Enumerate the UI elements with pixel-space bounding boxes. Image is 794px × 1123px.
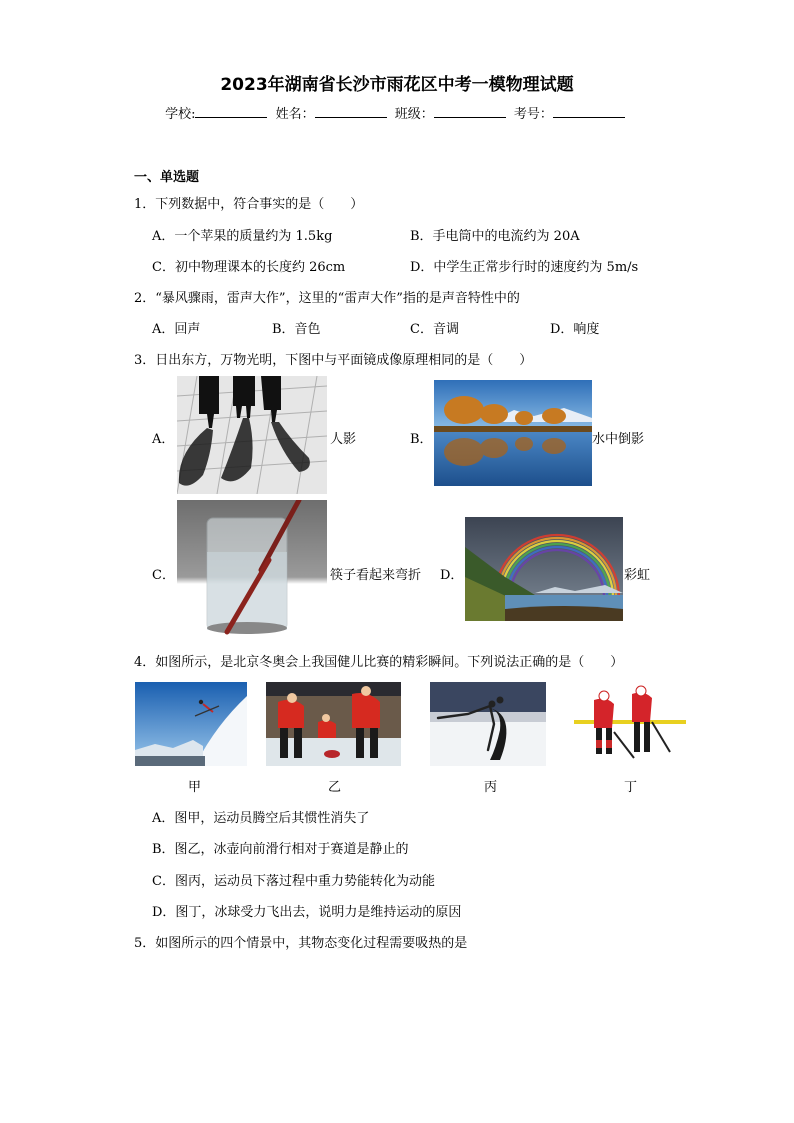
figure-skating-photo <box>430 682 546 766</box>
question-3-option-d-letter: D． <box>440 568 464 583</box>
question-2-option-a: A．回声 <box>152 322 201 337</box>
question-4-option-d: D．图丁，冰球受力飞出去，说明力是维持运动的原因 <box>152 905 462 920</box>
number-label: 考号： <box>513 107 553 122</box>
number-blank <box>553 105 625 118</box>
question-5-stem: 5．如图所示的四个情景中，其物态变化过程需要吸热的是 <box>134 936 468 951</box>
question-2-option-c: C．音调 <box>410 322 459 337</box>
figure-label-ding: 丁 <box>624 780 638 795</box>
question-3-option-b-letter: B． <box>410 432 433 447</box>
question-4-stem: 4．如图所示，是北京冬奥会上我国健儿比赛的精彩瞬间。下列说法正确的是（ ） <box>134 655 624 670</box>
name-blank <box>315 105 387 118</box>
lake-reflection-photo <box>434 380 592 486</box>
ski-jump-photo <box>135 682 247 766</box>
question-4-option-c: C．图丙，运动员下落过程中重力势能转化为动能 <box>152 874 435 889</box>
question-1-option-b: B．手电筒中的电流约为 20A <box>410 229 580 244</box>
student-info-line <box>0 103 794 122</box>
question-3-option-d-caption: 彩虹 <box>624 568 651 583</box>
question-3-option-c-letter: C． <box>152 568 175 583</box>
class-blank <box>434 105 506 118</box>
question-4-option-b: B．图乙，冰壶向前滑行相对于赛道是静止的 <box>152 842 409 857</box>
question-2-option-d: D．响度 <box>550 322 600 337</box>
question-3-option-c-caption: 筷子看起来弯折 <box>330 568 422 583</box>
bent-chopstick-photo <box>177 500 327 640</box>
class-label: 班级： <box>394 107 434 122</box>
name-label: 姓名： <box>275 107 315 122</box>
school-label: 学校: <box>165 107 196 122</box>
question-1-option-c: C．初中物理课本的长度约 26cm <box>152 260 346 275</box>
question-1-option-a: A．一个苹果的质量约为 1.5kg <box>152 229 333 244</box>
question-1-option-d: D．中学生正常步行时的速度约为 5m/s <box>410 260 639 275</box>
question-3-option-a-caption: 人影 <box>330 432 357 447</box>
question-4-option-a: A．图甲，运动员腾空后其惯性消失了 <box>152 811 370 826</box>
curling-photo <box>266 682 401 766</box>
ice-hockey-photo <box>574 682 686 766</box>
figure-label-bing: 丙 <box>484 780 498 795</box>
figure-label-yi: 乙 <box>328 780 342 795</box>
section-title: 一、单选题 <box>134 170 200 185</box>
shadow-photo <box>177 376 327 494</box>
school-blank <box>195 105 267 118</box>
question-1-stem: 1．下列数据中，符合事实的是（ ） <box>134 197 364 212</box>
page-title: 2023年湖南省长沙市雨花区中考一模物理试题 <box>220 75 574 95</box>
question-3-stem: 3．日出东方，万物光明，下图中与平面镜成像原理相同的是（ ） <box>134 353 533 368</box>
rainbow-photo <box>465 517 623 621</box>
question-2-stem: 2．“暴风骤雨，雷声大作”，这里的“雷声大作”指的是声音特性中的 <box>134 291 520 306</box>
figure-label-jia: 甲 <box>188 780 202 795</box>
question-2-option-b: B．音色 <box>272 322 321 337</box>
question-3-option-a-letter: A． <box>152 432 175 447</box>
question-3-option-b-caption: 水中倒影 <box>592 432 645 447</box>
